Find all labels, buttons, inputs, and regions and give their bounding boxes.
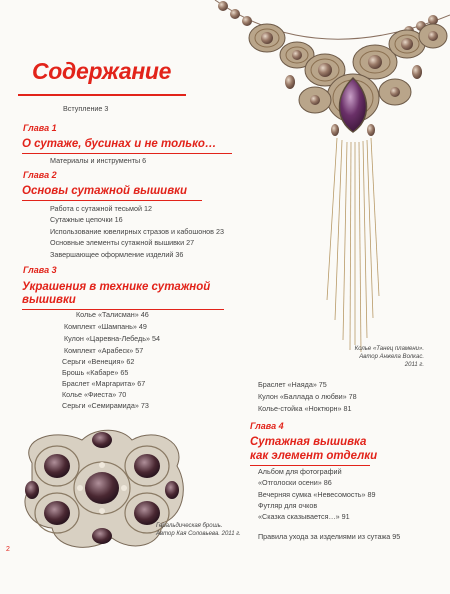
toc-intro: Вступление 3 [63,104,109,113]
necklace-caption [355,345,424,369]
chapter-2-rule [22,200,202,201]
toc-item: Колье «Фиеста» 70 [62,390,127,399]
chapter-1-heading: О сутаже, бусинах и не только… [22,138,217,150]
chapter-1-rule [22,153,232,154]
toc-item: Колье «Талисман» 46 [76,310,149,319]
toc-item: Основные элементы сутажной вышивки 27 [50,238,195,247]
chapter-4-label: Глава 4 [250,421,284,431]
page-number: 2 [6,546,10,553]
toc-item: Браслет «Маргарита» 67 [62,379,146,388]
toc-item: «Сказка сказывается…» 91 [258,512,350,521]
toc-item: Комплект «Шампань» 49 [64,322,147,331]
caption-line: Геральдическая брошь. [156,523,223,529]
toc-item: Серьги «Семирамида» 73 [62,401,149,410]
toc-item: Кулон «Баллада о любви» 78 [258,392,357,401]
toc-item: Серьги «Венеция» 62 [62,357,135,366]
chapter-3-heading: Украшения в технике сутажной [22,281,211,293]
toc-item: Кулон «Царевна-Лебедь» 54 [64,334,160,343]
chapter-4-heading-line2: как элемент отделки [250,450,378,462]
toc-item: Правила ухода за изделиями из сутажа 95 [258,532,401,541]
chapter-3-heading-line2: вышивки [22,294,76,306]
chapter-3-label: Глава 3 [23,265,57,275]
chapter-2-heading: Основы сутажной вышивки [22,185,188,197]
brooch-caption [156,522,241,538]
toc-item: Браслет «Наяда» 75 [258,380,327,389]
toc-item: Альбом для фотографий [258,467,342,476]
chapter-4-rule [250,465,370,466]
toc-item: Колье-стойка «Ноктюрн» 81 [258,404,352,413]
page-title: Содержание [32,58,172,84]
chapter-4-heading: Сутажная вышивка [250,436,367,448]
toc-item: Вечерняя сумка «Невесомость» 89 [258,490,376,499]
toc-item: Использование ювелирных стразов и кабошонов 23 [50,227,224,236]
toc-item: Брошь «Кабаре» 65 [62,368,129,377]
title-underline [18,94,186,96]
toc-item: Комплект «Арабеск» 57 [64,346,144,355]
toc-item: Футляр для очков [258,501,318,510]
caption-line: Автор Кая Соловьева. 2011 г. [156,531,241,537]
chapter-2-label: Глава 2 [23,170,57,180]
caption-line: 2011 г. [404,362,424,368]
chapter-1-label: Глава 1 [23,123,57,133]
toc-item: Завершающее оформление изделий 36 [50,250,184,259]
toc-item: Работа с сутажной тесьмой 12 [50,204,152,213]
toc-item: «Отголоски осени» 86 [258,478,332,487]
toc-item: Материалы и инструменты 6 [50,156,147,165]
toc-item: Сутажные цепочки 16 [50,215,123,224]
necklace-image [195,0,450,360]
caption-line: Автор Анжела Волкас. [359,354,424,360]
caption-line: Колье «Танец пламени». [354,346,424,352]
